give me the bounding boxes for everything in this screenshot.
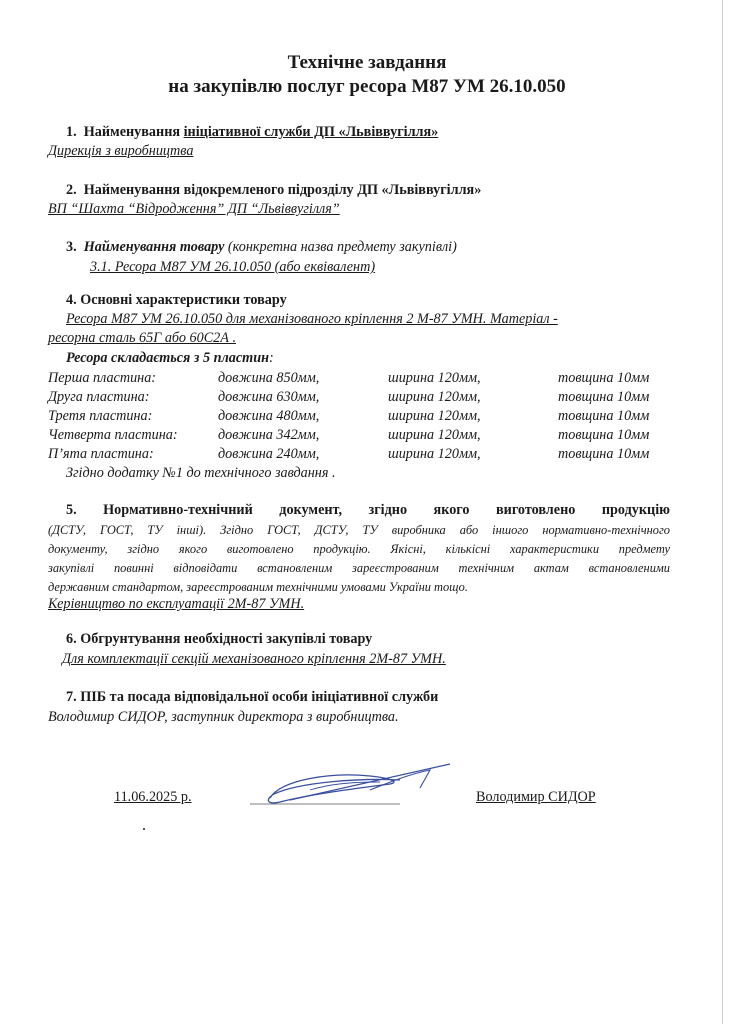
section-4-description-line-1: Ресора М87 УМ 26.10.050 для механізованого кріплення 2 М-87 УМН. Матеріал - (66, 311, 558, 327)
section-6-heading: 6. Обгрунтування необхідності закупівлі товару (66, 631, 373, 647)
section-3-number: 3. (66, 239, 77, 255)
section-5-value: Керівництво по експлуатації 2М-87 УМН. (48, 596, 305, 612)
plate-width: ширина 120мм, (388, 427, 481, 443)
document-subtitle: на закупівлю послуг ресора М87 УМ 26.10.050 (168, 76, 566, 97)
plate-name: Третя пластина: (48, 408, 153, 424)
section-3-heading (66, 239, 457, 256)
plate-thickness: товщина 10мм (558, 446, 650, 462)
section-5-heading: 5. Нормативно-технічний документ, згідно якого виготовлено продукцію (66, 502, 670, 518)
section-4-annex-note: Згідно додатку №1 до технічного завдання . (66, 465, 336, 481)
plate-length: довжина 240мм, (218, 446, 320, 462)
section-2-heading-text: Найменування відокремленого підрозділу ДП «Львіввугілля» (83, 182, 482, 198)
section-6-value: Для комплектації секцій механізованого кріплення 2М-87 УМН. (62, 651, 446, 667)
scan-speck (143, 828, 145, 830)
section-1-heading-part-b: ініціативної служби ДП «Львіввугілля» (183, 124, 439, 140)
plate-name: Перша пластина: (48, 370, 157, 386)
plate-width: ширина 120мм, (388, 389, 481, 405)
section-4-consists-colon: : (268, 350, 274, 366)
section-2-number: 2. (66, 182, 77, 198)
section-5-body-line-1: (ДСТУ, ГОСТ, ТУ інші). Згідно ГОСТ, ДСТУ, ТУ виробника або іншого нормативно-технічного (48, 523, 670, 537)
plate-thickness: товщина 10мм (558, 370, 650, 386)
section-7-value: Володимир СИДОР, заступник директора з виробництва. (48, 709, 399, 725)
section-4-description-line-2: ресорна сталь 65Г або 60С2А . (48, 330, 237, 346)
section-1-heading (66, 124, 438, 141)
section-4-consists-bold: Ресора складається з 5 пластин (66, 350, 269, 366)
document-title: Технічне завдання (287, 52, 447, 73)
plate-width: ширина 120мм, (388, 370, 481, 386)
section-4-consists (66, 350, 274, 367)
section-2-value: ВП “Шахта “Відродження” ДП “Львіввугілля” (48, 201, 340, 217)
plate-width: ширина 120мм, (388, 446, 481, 462)
section-1-value: Дирекція з виробництва (48, 143, 194, 159)
plate-name: Четверта пластина: (48, 427, 178, 443)
plate-length: довжина 480мм, (218, 408, 320, 424)
section-5-body-line-4: державним стандартом, зареєстрованим технічними умовами України тощо. (48, 580, 468, 594)
section-3-value: 3.1. Ресора М87 УМ 26.10.050 (або еквівалент) (90, 259, 376, 275)
plate-thickness: товщина 10мм (558, 427, 650, 443)
signature-image (250, 760, 460, 820)
section-7-heading: 7. ПІБ та посада відповідальної особи ініціативної служби (66, 689, 439, 705)
section-1-heading-part-a: Найменування (83, 124, 184, 140)
signer-name: Володимир СИДОР (476, 789, 596, 805)
plate-name: П’ята пластина: (48, 446, 154, 462)
section-5-body-line-2: документу, згідно якого виготовлено продукцію. Якісні, кількісні характеристики предмету (48, 542, 670, 556)
section-4-heading: 4. Основні характеристики товару (66, 292, 287, 308)
document-date: 11.06.2025 р. (114, 789, 192, 805)
page-edge-line (722, 0, 723, 1024)
plate-length: довжина 850мм, (218, 370, 320, 386)
plate-thickness: товщина 10мм (558, 389, 650, 405)
plate-thickness: товщина 10мм (558, 408, 650, 424)
plate-width: ширина 120мм, (388, 408, 481, 424)
section-3-heading-text: Найменування товару (83, 239, 225, 255)
plate-name: Друга пластина: (48, 389, 150, 405)
plate-length: довжина 630мм, (218, 389, 320, 405)
section-3-heading-note: (конкретна назва предмету закупівлі) (224, 239, 457, 255)
plate-length: довжина 342мм, (218, 427, 320, 443)
section-1-number: 1. (66, 124, 77, 140)
section-2-heading (66, 182, 481, 199)
section-5-body-line-3: закупівлі повинні відповідати встановленим зареєстрованим технічним актам встановленими (48, 561, 670, 575)
